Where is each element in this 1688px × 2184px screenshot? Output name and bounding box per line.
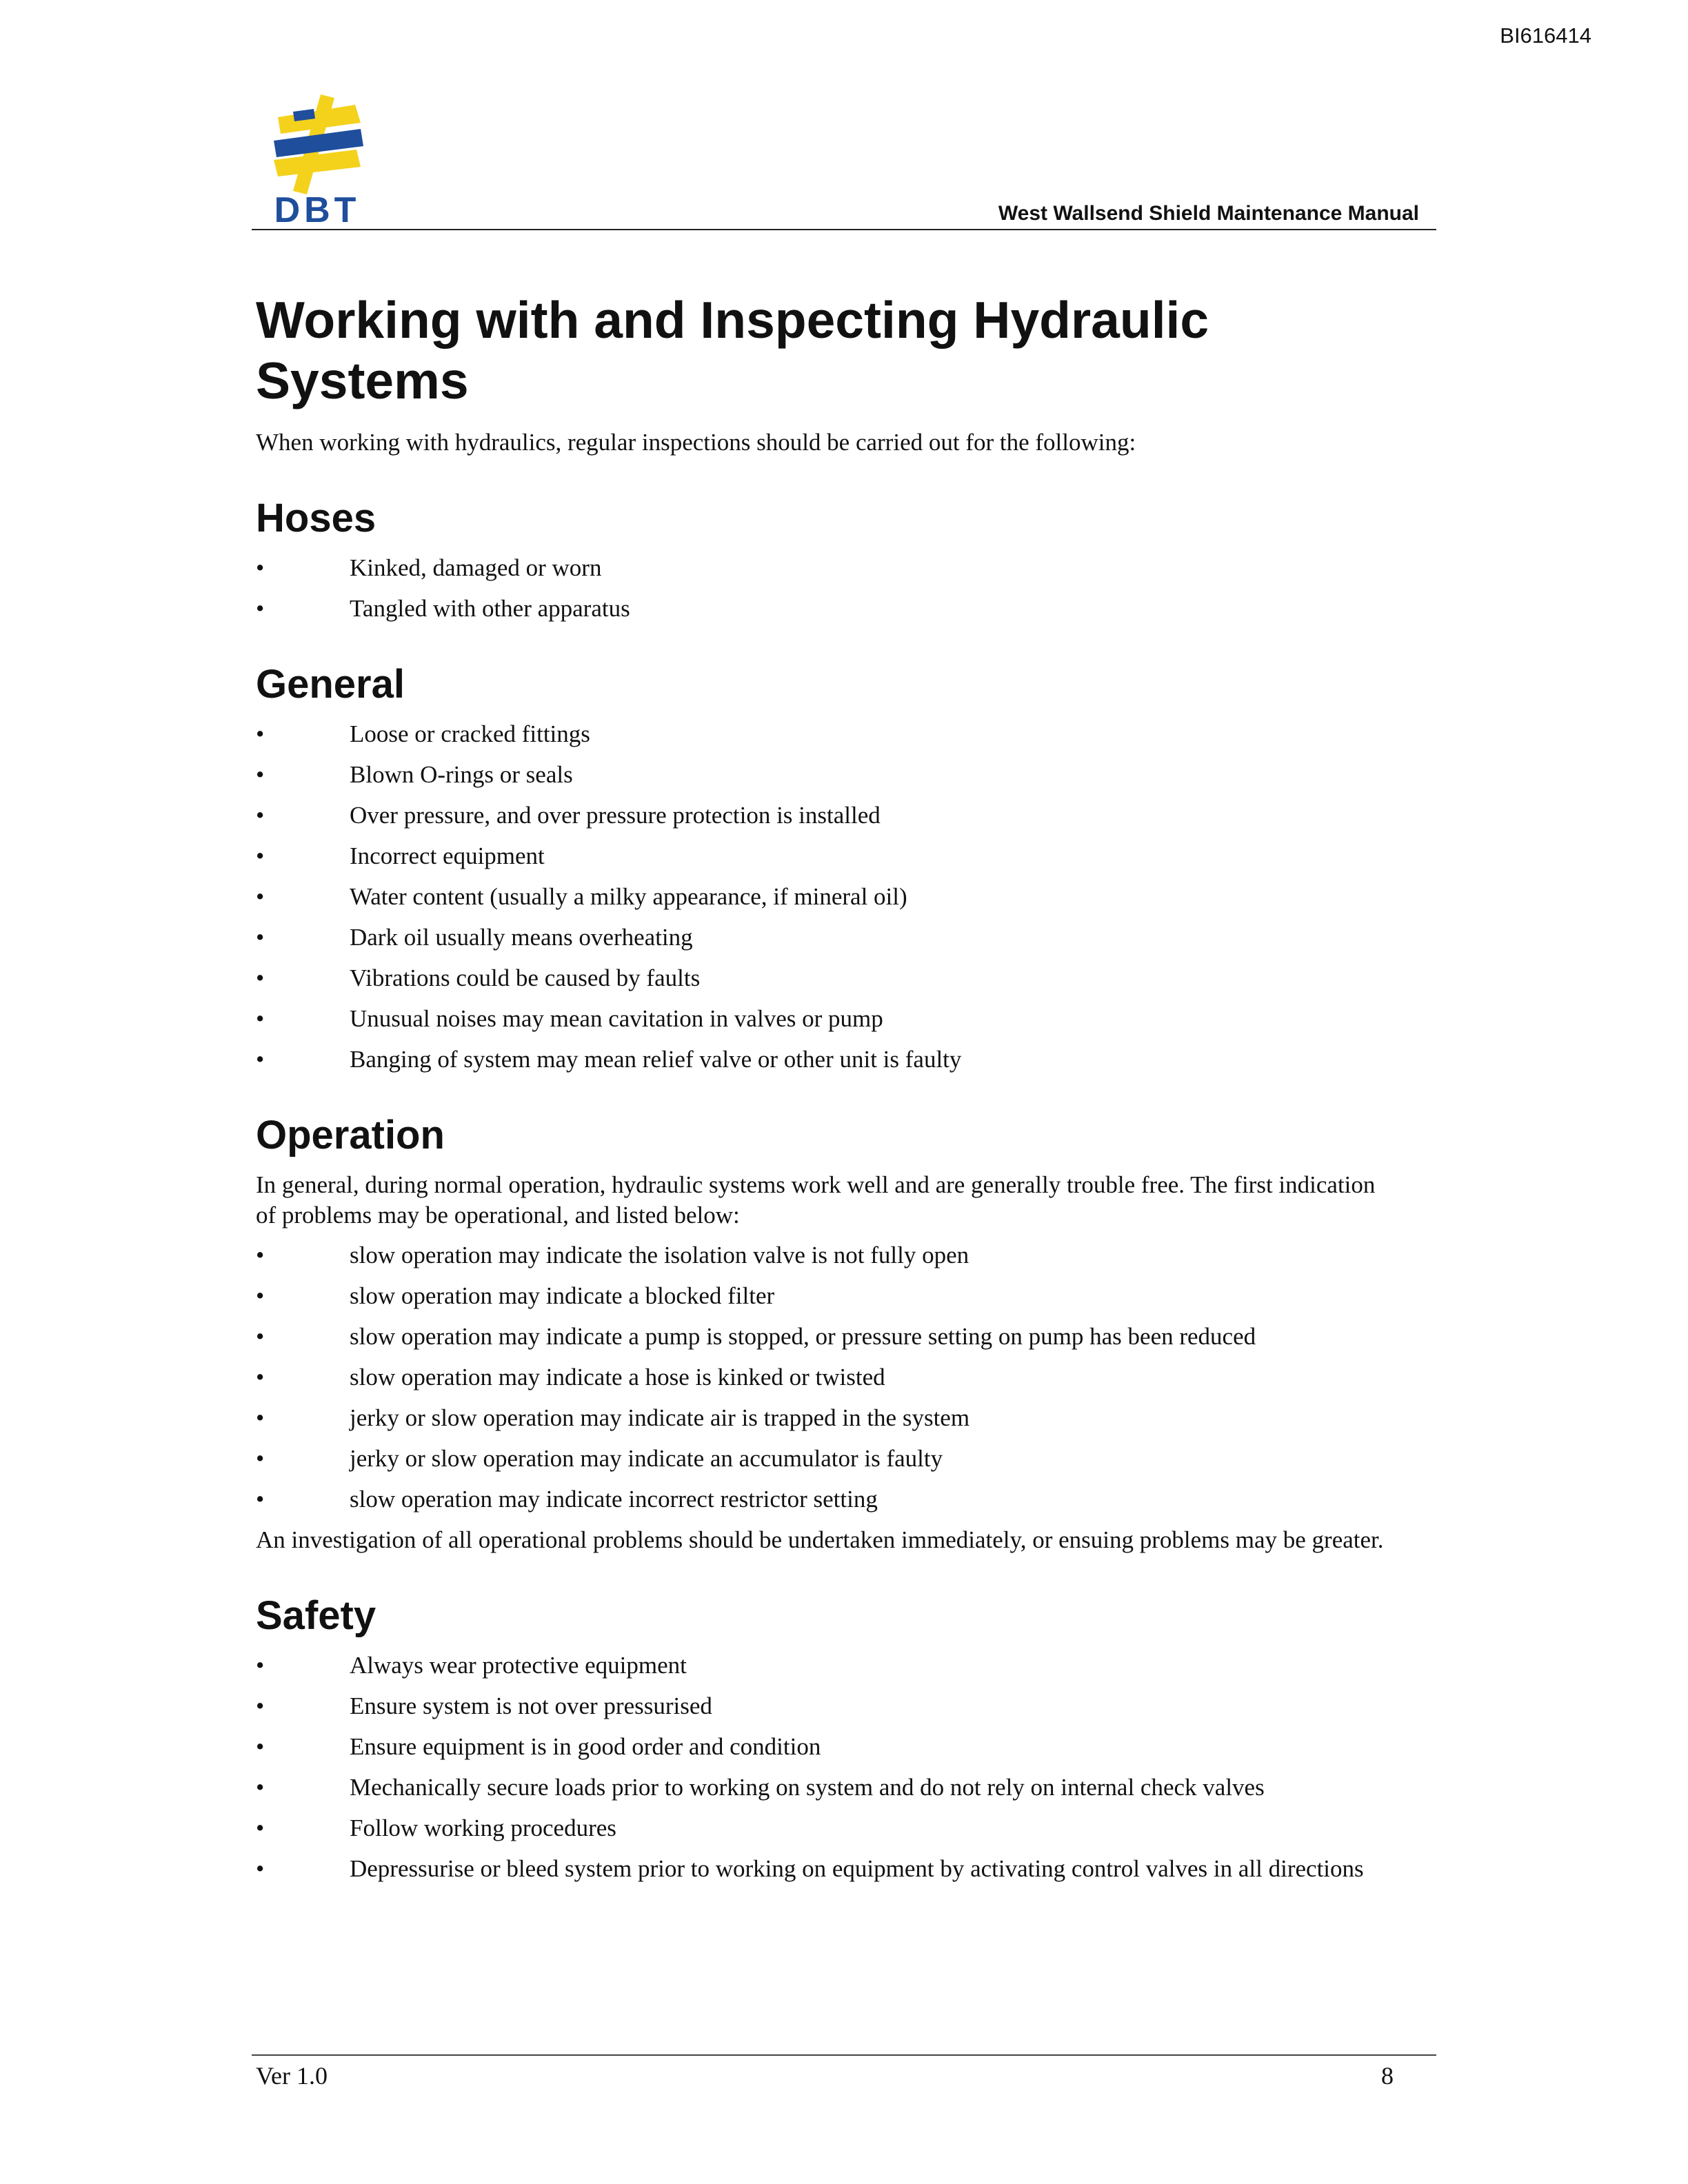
bullet-icon: • [256,554,265,581]
list-item: • Always wear protective equipment [256,1650,1394,1681]
list-item: • jerky or slow operation may indicate air is trapped in the system [256,1403,1394,1433]
bullet-icon: • [256,1323,265,1350]
list-item: • Depressurise or bleed system prior to working on equipment by activating control valves in all directions [256,1854,1394,1884]
list-item: • Unusual noises may mean cavitation in valves or pump [256,1004,1394,1034]
page-number: 8 [1381,2062,1394,2090]
list-item: • Tangled with other apparatus [256,594,1394,624]
list-item: • Loose or cracked fittings [256,719,1394,749]
bullet-icon: • [256,964,265,991]
bullet-icon: • [256,1814,265,1841]
list-item: • Water content (usually a milky appearance, if mineral oil) [256,882,1394,912]
bullet-icon: • [256,1486,265,1513]
footer-divider [252,2054,1436,2056]
operation-outro: An investigation of all operational problems should be undertaken immediately, or ensuing problems may be greater. [256,1526,1384,1553]
list-item: • Kinked, damaged or worn [256,553,1394,583]
section-heading-safety: Safety [256,1593,376,1638]
bullet-icon: • [256,924,265,951]
intro-paragraph: When working with hydraulics, regular inspections should be carried out for the following: [256,429,1136,456]
page-title: Working with and Inspecting Hydraulic Systems [256,291,1209,410]
list-item: • slow operation may indicate incorrect restrictor setting [256,1484,1394,1515]
operation-intro: In general, during normal operation, hydraulic systems work well and are generally trouble free. The first indication of problems may be operational, and listed below: [256,1171,1376,1228]
list-item: • Vibrations could be caused by faults [256,963,1394,993]
list-item: • Banging of system may mean relief valve or other unit is faulty [256,1044,1394,1075]
list-item: • slow operation may indicate a blocked filter [256,1281,1394,1311]
bullet-icon: • [256,883,265,910]
section-heading-operation: Operation [256,1113,445,1157]
bullet-icon: • [256,1046,265,1073]
hoses-list [256,553,1394,624]
list-item: • Follow working procedures [256,1813,1394,1843]
list-item: • Blown O-rings or seals [256,760,1394,790]
list-item: • Over pressure, and over pressure protection is installed [256,800,1394,831]
bullet-icon: • [256,1445,265,1472]
section-heading-general: General [256,662,405,707]
bullet-icon: • [256,1652,265,1679]
bullet-icon: • [256,1005,265,1032]
list-item: • Ensure equipment is in good order and condition [256,1732,1394,1762]
general-list [256,719,1394,1075]
safety-list [256,1650,1394,1884]
list-item: • slow operation may indicate a pump is stopped, or pressure setting on pump has been reduced [256,1322,1394,1352]
list-item: • Dark oil usually means overheating [256,922,1394,953]
bullet-icon: • [256,761,265,788]
list-item: • Mechanically secure loads prior to working on system and do not rely on internal check valves [256,1772,1394,1803]
bullet-icon: • [256,1282,265,1309]
footer-version: Ver 1.0 [256,2062,328,2090]
dbt-logo [265,91,369,229]
list-item: • slow operation may indicate the isolation valve is not fully open [256,1240,1394,1271]
bullet-icon: • [256,802,265,829]
manual-title: West Wallsend Shield Maintenance Manual [998,202,1419,225]
page-content [256,290,1394,1894]
bullet-icon: • [256,1733,265,1760]
list-item: • Ensure system is not over pressurised [256,1691,1394,1721]
logo-mark [274,94,363,194]
list-item: • jerky or slow operation may indicate an accumulator is faulty [256,1444,1394,1474]
header-divider [252,229,1436,230]
bullet-icon: • [256,595,265,622]
bullet-icon: • [256,1855,265,1882]
section-heading-hoses: Hoses [256,496,376,540]
bullet-icon: • [256,720,265,747]
logo-text: DBT [274,190,361,229]
bullet-icon: • [256,1242,265,1268]
bullet-icon: • [256,1404,265,1431]
bullet-icon: • [256,1692,265,1719]
bullet-icon: • [256,1774,265,1801]
list-item: • Incorrect equipment [256,841,1394,871]
list-item: • slow operation may indicate a hose is kinked or twisted [256,1362,1394,1393]
bullet-icon: • [256,842,265,869]
operation-list [256,1240,1394,1515]
bullet-icon: • [256,1364,265,1391]
document-id: BI616414 [1500,23,1591,48]
